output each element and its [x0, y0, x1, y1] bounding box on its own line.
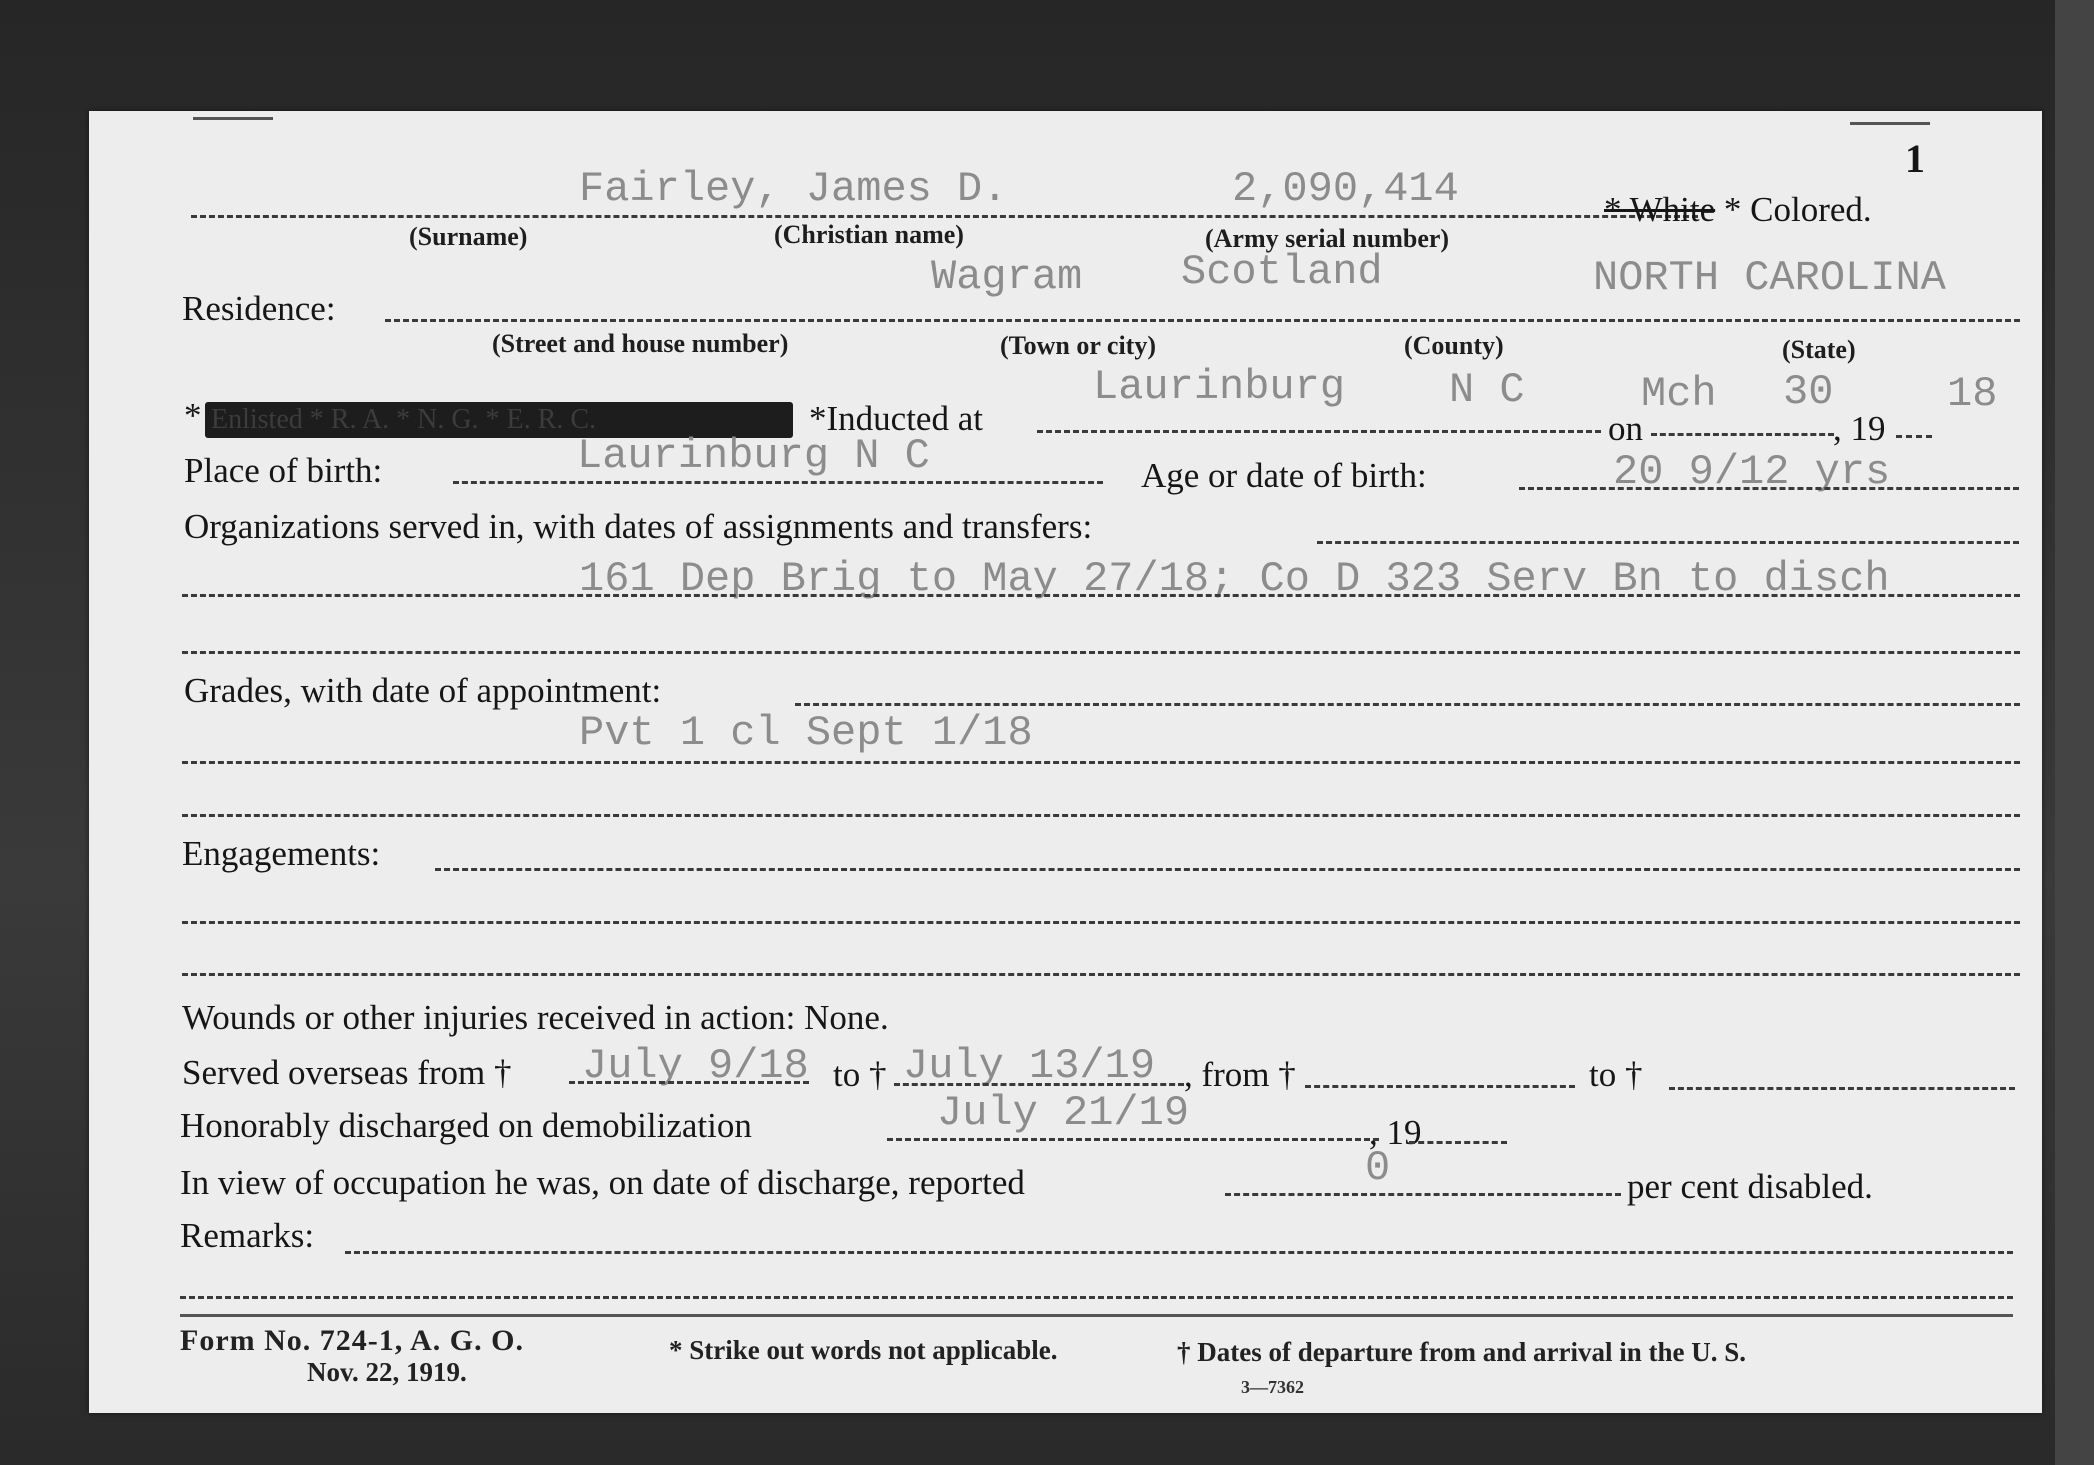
overseas-to2-line	[1669, 1087, 2015, 1090]
town-caption: (Town or city)	[1000, 331, 1156, 360]
engagements-line-3	[182, 973, 2020, 976]
overseas-label: Served overseas from †	[182, 1053, 512, 1092]
race-white-option: * White	[1604, 190, 1716, 229]
inducted-year-line	[1896, 435, 1932, 438]
top-left-rule	[193, 117, 273, 120]
engagements-label: Engagements:	[182, 834, 381, 873]
overseas-to-label: to †	[833, 1055, 887, 1094]
inducted-day-value: 30	[1783, 368, 1834, 416]
enlisted-asterisk: *	[184, 396, 202, 435]
age-label: Age or date of birth:	[1141, 456, 1427, 495]
print-code: 3—7362	[1241, 1377, 1304, 1397]
discharge-date-value: July 21/19	[937, 1089, 1190, 1137]
redacted-enlistment-options: Enlisted * R. A. * N. G. * E. R. C.	[205, 402, 793, 438]
age-value: 20 9/12 yrs	[1613, 448, 1891, 496]
surname-caption: (Surname)	[409, 222, 528, 251]
christian-name-caption: (Christian name)	[774, 220, 964, 249]
birth-place-line	[453, 481, 1103, 484]
dates-note: † Dates of departure from and arrival in the U. S.	[1177, 1337, 1746, 1367]
form-date: Nov. 22, 1919.	[307, 1357, 467, 1387]
street-caption: (Street and house number)	[492, 329, 789, 358]
discharge-line	[887, 1138, 1379, 1141]
residence-state-value: NORTH CAROLINA	[1593, 254, 1946, 302]
overseas-to2-label: to †	[1589, 1055, 1643, 1094]
wounds-label: Wounds or other injuries received in action: None.	[182, 998, 889, 1037]
residence-town-value: Wagram	[931, 253, 1083, 301]
organizations-line-1	[1317, 541, 2019, 544]
overseas-to-value: July 13/19	[903, 1042, 1156, 1090]
scanner-edge	[2055, 0, 2094, 1465]
serial-caption: (Army serial number)	[1205, 224, 1450, 253]
serial-value: 2,090,414	[1232, 165, 1459, 213]
grades-value: Pvt 1 cl Sept 1/18	[579, 709, 1033, 757]
remarks-label: Remarks:	[180, 1216, 315, 1255]
inducted-line	[1037, 430, 1601, 433]
strike-note: * Strike out words not applicable.	[669, 1335, 1058, 1365]
organizations-value: 161 Dep Brig to May 27/18; Co D 323 Serv Bn to disch	[579, 555, 1890, 603]
name-value: Fairley, James D.	[579, 165, 1008, 213]
disability-line	[1225, 1193, 1621, 1196]
grades-line-1	[795, 703, 2020, 706]
remarks-line-2	[180, 1296, 2013, 1299]
form-number: Form No. 724-1, A. G. O.	[180, 1324, 524, 1357]
overseas-from-line	[569, 1081, 809, 1084]
inducted-state-value: N C	[1449, 366, 1525, 414]
inducted-place-value: Laurinburg	[1093, 363, 1346, 411]
footer-rule	[180, 1314, 2013, 1317]
inducted-year-value: 18	[1947, 370, 1998, 418]
discharge-label: Honorably discharged on demobilization	[180, 1106, 752, 1145]
engagements-line-2	[182, 921, 2020, 924]
residence-label: Residence:	[182, 289, 336, 328]
overseas-from2-line	[1305, 1085, 1575, 1088]
inducted-month-value: Mch	[1641, 370, 1717, 418]
remarks-line-1	[345, 1251, 2013, 1254]
name-line	[191, 215, 1698, 218]
discharge-year-line	[1409, 1141, 1507, 1144]
organizations-line-2	[182, 594, 2020, 597]
race-options	[1604, 192, 1872, 227]
organizations-label: Organizations served in, with dates of assignments and transfers:	[184, 507, 1093, 546]
grades-line-2	[182, 761, 2020, 764]
birth-place-label: Place of birth:	[184, 451, 383, 490]
grades-line-3	[182, 814, 2020, 817]
age-line	[1519, 487, 2019, 490]
on-label: on	[1608, 409, 1643, 448]
organizations-line-3	[182, 651, 2020, 654]
disability-value: 0	[1365, 1144, 1391, 1192]
inducted-label: *Inducted at	[809, 399, 983, 438]
state-caption: (State)	[1782, 335, 1856, 364]
race-colored-option: * Colored.	[1723, 190, 1872, 229]
grades-label: Grades, with date of appointment:	[184, 671, 662, 710]
service-record-card	[89, 111, 2042, 1413]
overseas-to-line	[894, 1083, 1184, 1086]
disability-label: In view of occupation he was, on date of discharge, reported	[180, 1163, 1025, 1202]
discharge-year-label: , 19	[1369, 1113, 1422, 1152]
birth-place-value: Laurinburg N C	[577, 432, 930, 480]
year-prefix: , 19	[1833, 409, 1886, 448]
disability-suffix: per cent disabled.	[1627, 1167, 1873, 1206]
on-date-line	[1651, 433, 1834, 436]
county-caption: (County)	[1404, 331, 1504, 360]
residence-county-value: Scotland	[1181, 248, 1383, 296]
overseas-from2-label: , from †	[1184, 1055, 1296, 1094]
top-right-rule	[1850, 122, 1930, 125]
residence-line	[385, 319, 2020, 322]
overseas-from-value: July 9/18	[582, 1042, 809, 1090]
engagements-line-1	[435, 868, 2020, 871]
card-number: 1	[1905, 136, 1925, 181]
